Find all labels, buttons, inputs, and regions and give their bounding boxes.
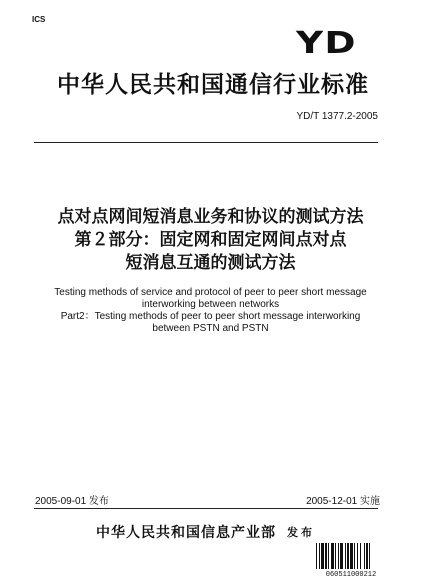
yd-logo: YD	[296, 26, 357, 61]
english-title-line-3: Part2：Testing methods of peer to peer short message interworking	[60, 311, 361, 322]
implement-date: 2005-12-01 实施	[306, 496, 380, 507]
bottom-divider	[34, 508, 378, 509]
barcode-number: 060511000212	[325, 571, 377, 579]
chinese-title-line-3: 短消息互通的测试方法	[125, 253, 296, 273]
english-title-line-2: interworking between networks	[141, 299, 280, 310]
chinese-title-line-1: 点对点网间短消息业务和协议的测试方法	[57, 207, 364, 227]
standard-category-title: 中华人民共和国通信行业标准	[57, 72, 369, 98]
english-title-line-1: Testing methods of service and protocol of peer to peer short message	[54, 287, 367, 298]
english-title-line-4: between PSTN and PSTN	[152, 323, 269, 334]
publish-date: 2005-09-01 发布	[35, 496, 109, 507]
issue-label: 发布	[287, 526, 315, 539]
standard-code: YD/T 1377.2-2005	[296, 111, 378, 122]
ics-label: ICS	[32, 15, 46, 24]
barcode-icon	[316, 543, 386, 569]
top-divider	[34, 142, 378, 143]
issuing-ministry: 中华人民共和国信息产业部	[96, 525, 276, 541]
chinese-title-line-2: 第２部分：固定网和固定网间点对点	[74, 230, 347, 250]
